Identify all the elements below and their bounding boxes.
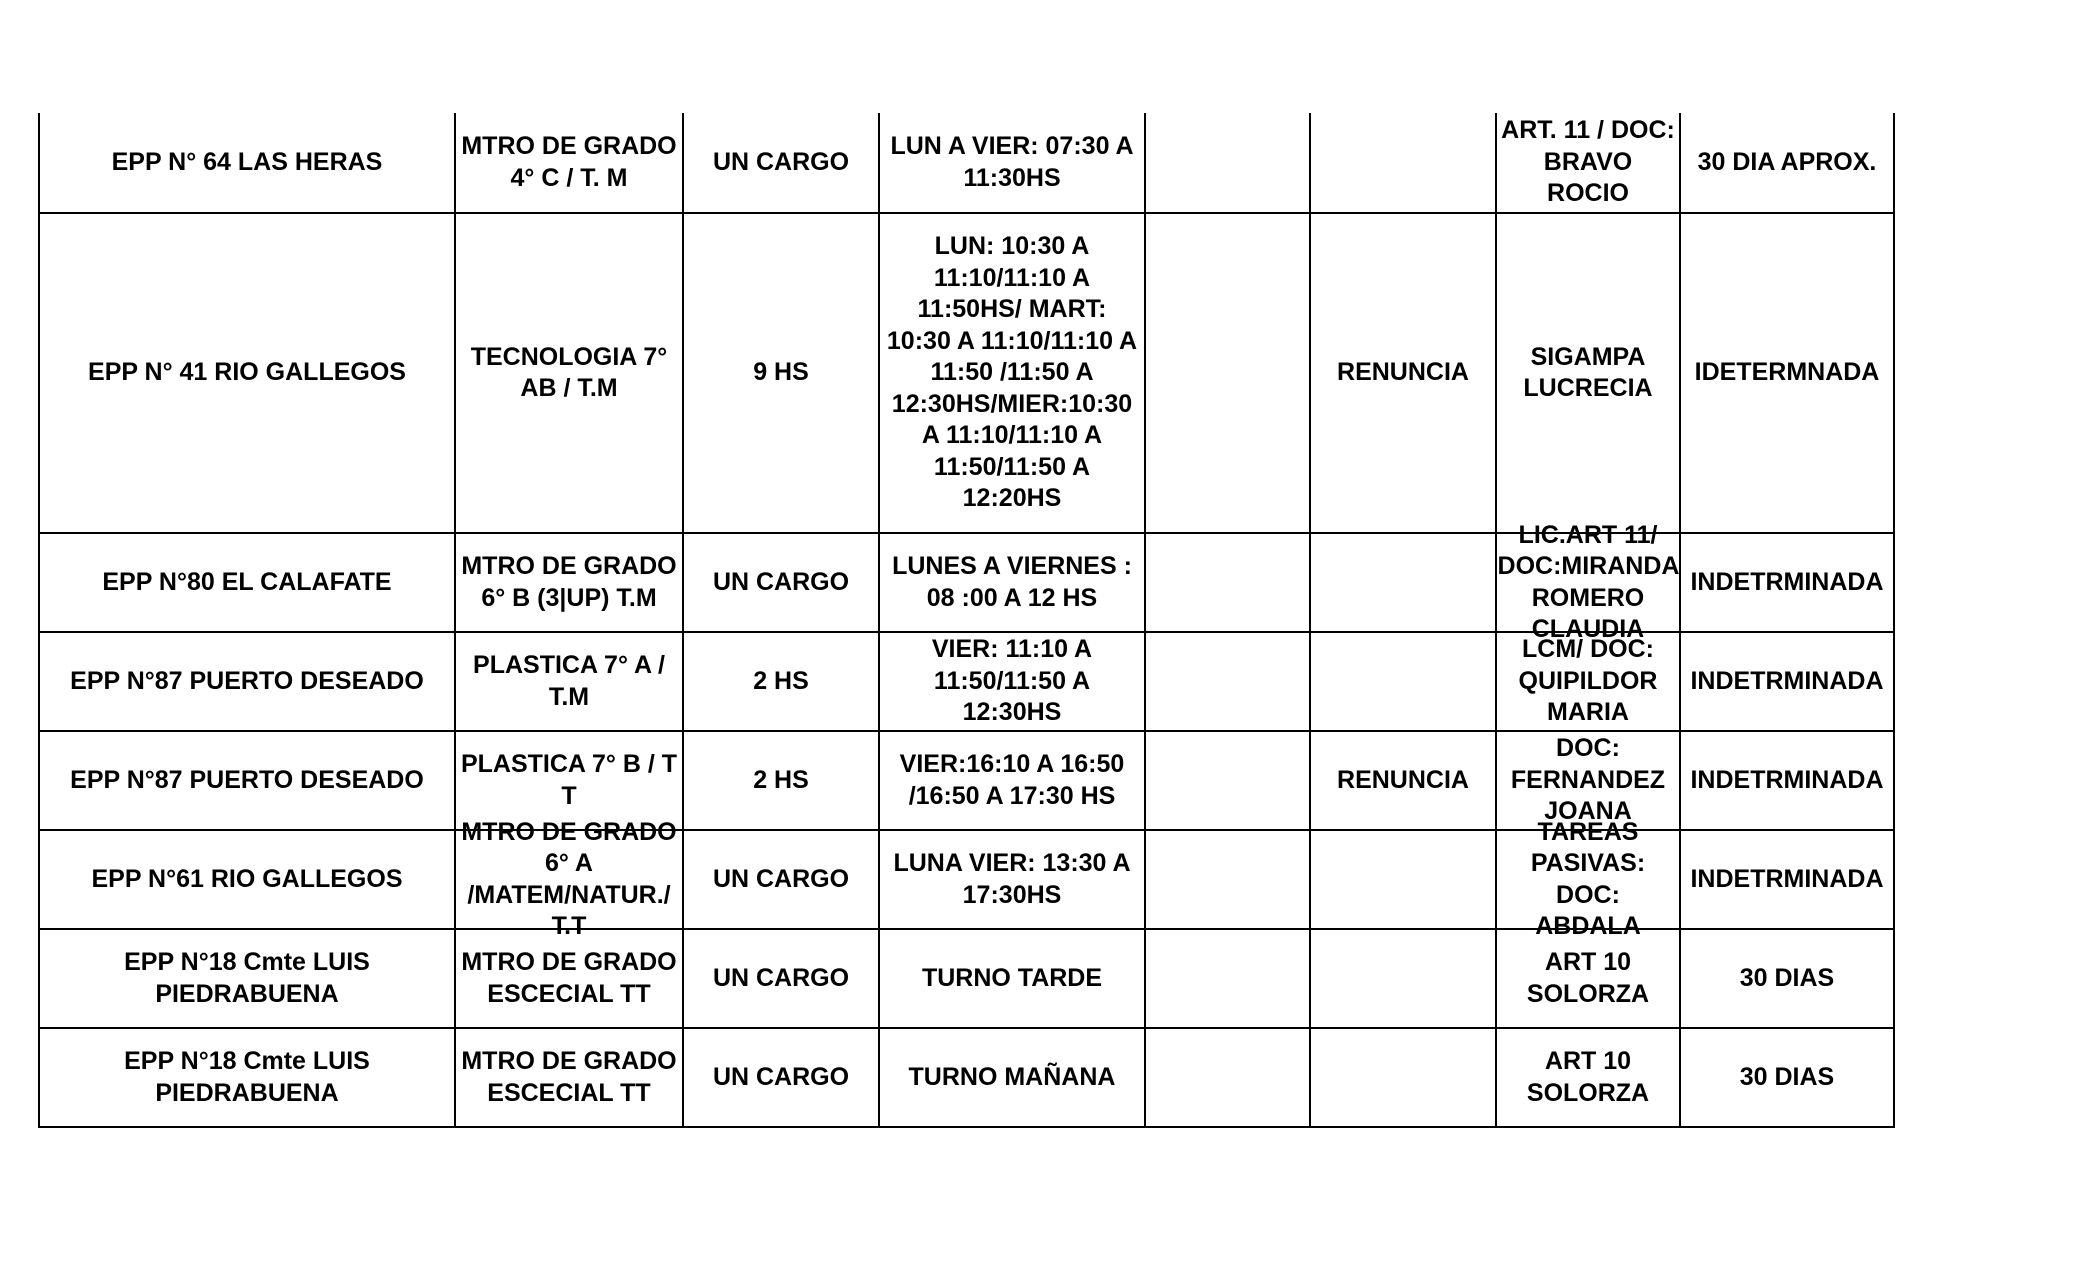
holder-cell: ART. 11 / DOC: BRAVO ROCIO	[1496, 113, 1680, 213]
duration-cell: 30 DIAS	[1680, 1028, 1894, 1127]
duration-cell: INDETRMINADA	[1680, 632, 1894, 731]
school-cell: EPP N°61 RIO GALLEGOS	[39, 830, 455, 929]
blank-cell	[1145, 1028, 1310, 1127]
blank-cell	[1145, 731, 1310, 830]
table-row	[39, 731, 1894, 830]
load-cell: UN CARGO	[683, 113, 879, 213]
reason-cell	[1310, 632, 1496, 731]
school-cell: EPP N°18 Cmte LUIS PIEDRABUENA	[39, 929, 455, 1028]
holder-cell: DOC: FERNANDEZ JOANA	[1496, 731, 1680, 830]
load-cell: 2 HS	[683, 731, 879, 830]
schedule-cell: TURNO MAÑANA	[879, 1028, 1145, 1127]
reason-cell	[1310, 929, 1496, 1028]
blank-cell	[1145, 113, 1310, 213]
duration-cell: INDETRMINADA	[1680, 533, 1894, 632]
position-cell: MTRO DE GRADO ESCECIAL TT	[455, 929, 683, 1028]
duration-cell: INDETRMINADA	[1680, 731, 1894, 830]
holder-cell: LCM/ DOC: QUIPILDOR MARIA	[1496, 632, 1680, 731]
load-cell: 2 HS	[683, 632, 879, 731]
reason-cell	[1310, 830, 1496, 929]
table-row	[39, 213, 1894, 533]
position-cell: MTRO DE GRADO 6° B (3|UP) T.M	[455, 533, 683, 632]
duration-cell: INDETRMINADA	[1680, 830, 1894, 929]
school-cell: EPP N°87 PUERTO DESEADO	[39, 632, 455, 731]
holder-cell: LIC.ART 11/ DOC:MIRANDA ROMERO CLAUDIA	[1497, 520, 1680, 643]
load-cell: UN CARGO	[683, 929, 879, 1028]
reason-cell	[1310, 113, 1496, 213]
holder-cell: SIGAMPA LUCRECIA	[1496, 213, 1680, 533]
table-row	[39, 632, 1894, 731]
table-row	[39, 533, 1894, 632]
position-cell: PLASTICA 7° B / T T	[455, 731, 683, 830]
blank-cell	[1145, 213, 1310, 533]
position-cell: PLASTICA 7° A / T.M	[455, 632, 683, 731]
position-cell: TECNOLOGIA 7° AB / T.M	[455, 213, 683, 533]
reason-cell	[1310, 533, 1496, 632]
holder-cell: ART 10 SOLORZA	[1496, 929, 1680, 1028]
table-row	[39, 1028, 1894, 1127]
load-cell: 9 HS	[683, 213, 879, 533]
schedule-cell: VIER: 11:10 A 11:50/11:50 A 12:30HS	[879, 632, 1145, 731]
holder-cell: TAREAS PASIVAS: DOC: ABDALA	[1496, 830, 1680, 929]
reason-cell: RENUNCIA	[1310, 731, 1496, 830]
blank-cell	[1145, 929, 1310, 1028]
schedule-cell: LUN A VIER: 07:30 A 11:30HS	[879, 113, 1145, 213]
schedule-cell: VIER:16:10 A 16:50 /16:50 A 17:30 HS	[879, 731, 1145, 830]
holder-cell: ART 10 SOLORZA	[1496, 1028, 1680, 1127]
blank-cell	[1145, 830, 1310, 929]
school-cell: EPP N° 64 LAS HERAS	[39, 113, 455, 213]
reason-cell	[1310, 1028, 1496, 1127]
duration-cell: 30 DIAS	[1680, 929, 1894, 1028]
vacancy-table	[38, 113, 1895, 1128]
load-cell: UN CARGO	[683, 830, 879, 929]
blank-cell	[1145, 632, 1310, 731]
school-cell: EPP N° 41 RIO GALLEGOS	[39, 213, 455, 533]
position-cell: MTRO DE GRADO ESCECIAL TT	[455, 1028, 683, 1127]
school-cell: EPP N°18 Cmte LUIS PIEDRABUENA	[39, 1028, 455, 1127]
blank-cell	[1145, 533, 1310, 632]
school-cell: EPP N°87 PUERTO DESEADO	[39, 731, 455, 830]
table-row	[39, 929, 1894, 1028]
schedule-cell: LUNA VIER: 13:30 A 17:30HS	[879, 830, 1145, 929]
load-cell: UN CARGO	[683, 533, 879, 632]
position-cell: MTRO DE GRADO 6° A /MATEM/NATUR./ T.T	[455, 830, 683, 929]
load-cell: UN CARGO	[683, 1028, 879, 1127]
duration-cell: IDETERMNADA	[1680, 213, 1894, 533]
position-cell: MTRO DE GRADO 4° C / T. M	[455, 113, 683, 213]
reason-cell: RENUNCIA	[1310, 213, 1496, 533]
table-row	[39, 830, 1894, 929]
table-row	[39, 113, 1894, 213]
schedule-cell: LUN: 10:30 A 11:10/11:10 A 11:50HS/ MART: 10:30 A 11:10/11:10 A 11:50 /11:50 A 12:30HS/MIER:10:30 A 11:10/11:10 A 11:50/11:50 A 12:20HS	[879, 213, 1145, 533]
duration-cell: 30 DIA APROX.	[1680, 113, 1894, 213]
school-cell: EPP N°80 EL CALAFATE	[39, 533, 455, 632]
schedule-cell: TURNO TARDE	[879, 929, 1145, 1028]
schedule-cell: LUNES A VIERNES : 08 :00 A 12 HS	[879, 533, 1145, 632]
